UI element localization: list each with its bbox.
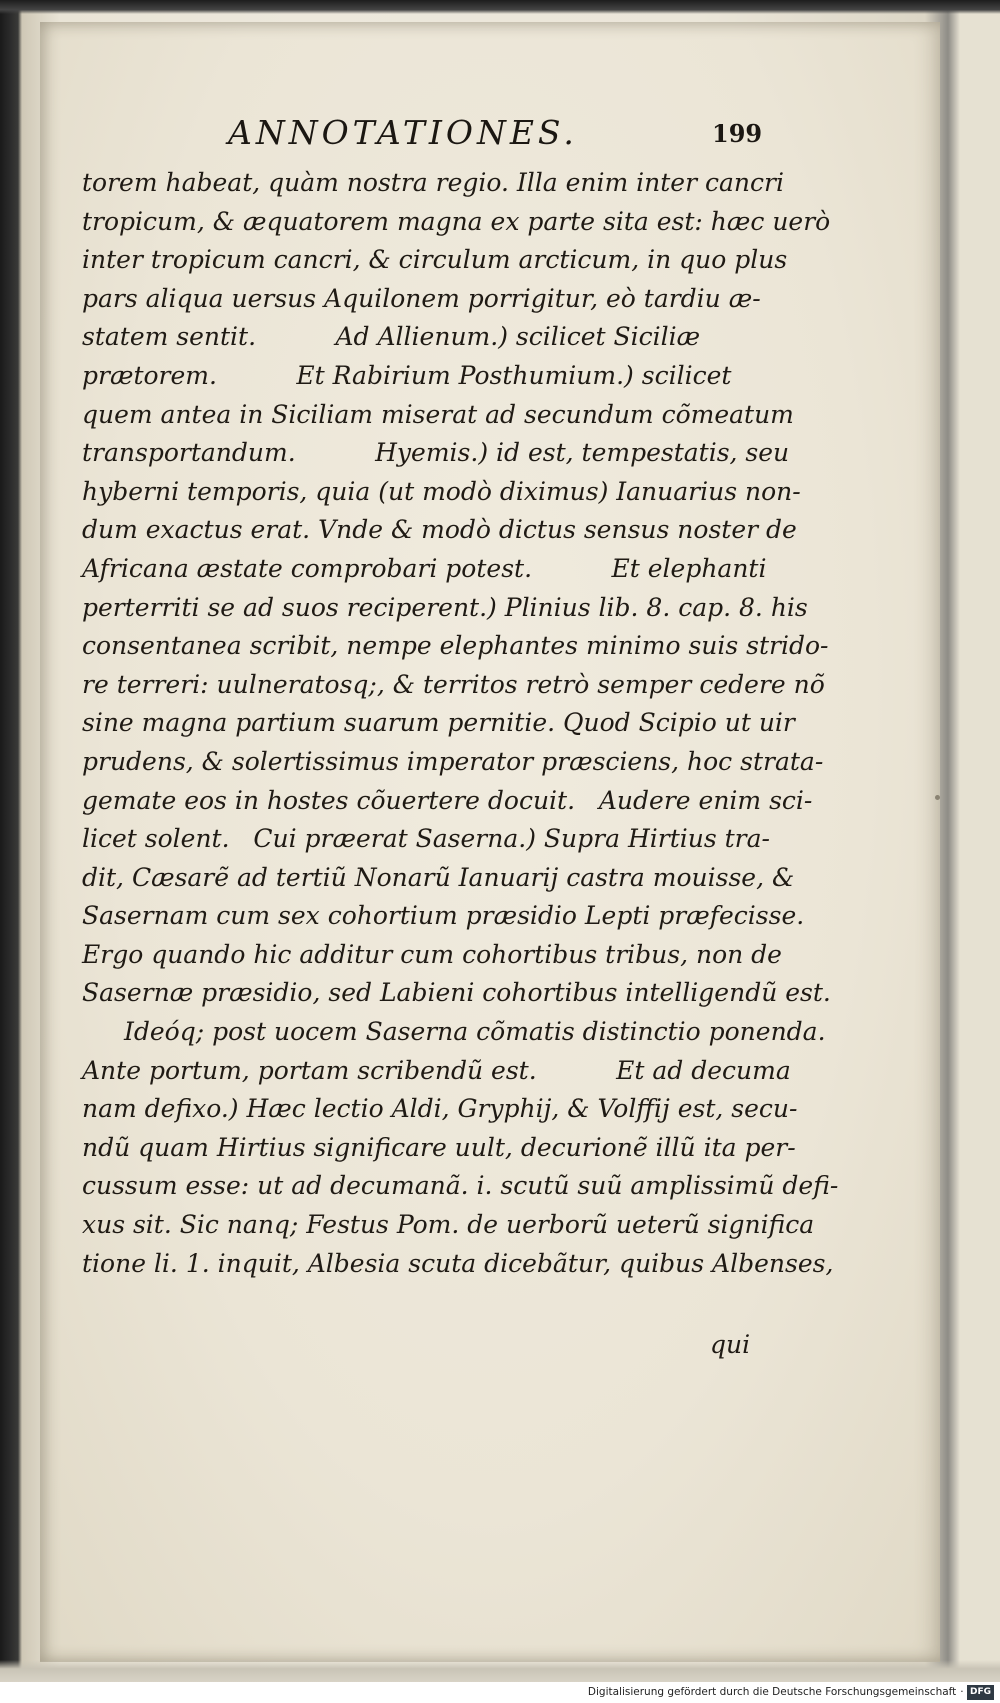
text-line: Sasernæ præsidio, sed Labieni cohortibus intelligendũ est.: [82, 978, 831, 1008]
credit-separator: ·: [960, 1686, 964, 1698]
credit-text: Digitalisierung gefördert durch die Deutsche Forschungsgemeinschaft: [587, 1686, 957, 1698]
text-line: dit, Cæsarẽ ad tertiũ Nonarũ Ianuarij castra mouisse, &: [82, 862, 795, 892]
text-line: nam defixo.) Hæc lectio Aldi, Gryphij, & Volffij est, secu-: [82, 1094, 798, 1124]
text-line: transportandum. Hyemis.) id est, tempestatis, seu: [82, 438, 790, 468]
text-line: inter tropicum cancri, & circulum arcticum, in quo plus: [82, 245, 788, 275]
text-line: xus sit. Sic nanq; Festus Pom. de uerborũ ueterũ significa: [82, 1210, 815, 1240]
text-line: quem antea in Siciliam miserat ad secundum cõmeatum: [82, 399, 794, 429]
text-line: Africana æstate comprobari potest. Et elephanti: [82, 553, 767, 583]
text-line: dum exactus erat. Vnde & modò dictus sensus noster de: [82, 515, 797, 545]
paper-blemish: [935, 795, 940, 800]
digitization-credit-bar: [0, 1682, 1000, 1703]
text-line: sine magna partium suarum pernitie. Quod Scipio ut uir: [82, 708, 795, 738]
text-line: perterriti se ad suos reciperent.) Plinius lib. 8. cap. 8. his: [82, 592, 808, 622]
text-body: [82, 164, 839, 1283]
text-line: prudens, & solertissimus imperator præsciens, hoc strata-: [82, 746, 824, 776]
text-line: cussum esse: ut ad decumanã. i. scutũ suũ amplissimũ defi-: [82, 1171, 839, 1201]
text-line: ndũ quam Hirtius significare uult, decurionẽ illũ ita per-: [82, 1132, 796, 1162]
catchword: qui: [710, 1330, 751, 1359]
text-line: tropicum, & æquatorem magna ex parte sita est: hæc uerò: [82, 206, 831, 236]
dfg-logo-icon: DFG: [967, 1685, 994, 1700]
text-line: statem sentit. Ad Allienum.) scilicet Siciliæ: [82, 322, 701, 352]
page-number: 199: [712, 119, 763, 148]
text-line: tione li. 1. inquit, Albesia scuta dicebãtur, quibus Albenses,: [82, 1248, 834, 1278]
text-line: Sasernam cum sex cohortium præsidio Lepti præfecisse.: [82, 901, 805, 931]
scan-bottom-edge: [0, 1660, 1000, 1682]
text-line: licet solent. Cui præerat Saserna.) Supra Hirtius tra-: [82, 824, 770, 854]
text-line: Ergo quando hic additur cum cohortibus tribus, non de: [82, 939, 782, 969]
text-line: Ante portum, portam scribendũ est. Et ad decuma: [82, 1055, 791, 1085]
text-line: consentanea scribit, nempe elephantes minimo suis strido-: [82, 631, 829, 661]
text-line: re terreri: uulneratosq;, & territos retrò semper cedere nõ: [82, 669, 825, 699]
text-line: torem habeat, quàm nostra regio. Illa enim inter cancri: [82, 168, 784, 197]
running-head: ANNOTATIONES.: [228, 113, 578, 152]
text-line: Ideóq; post uocem Saserna cõmatis distinctio ponenda.: [124, 1017, 826, 1047]
text-line: hyberni temporis, quia (ut modò diximus) Ianuarius non-: [82, 476, 801, 506]
text-line: pars aliqua uersus Aquilonem porrigitur, eò tardiu æ-: [82, 283, 761, 313]
text-line: gemate eos in hostes cõuertere docuit. Audere enim sci-: [82, 785, 813, 815]
scan-top-edge: [0, 0, 1000, 14]
text-line: prætorem. Et Rabirium Posthumium.) scilicet: [82, 360, 732, 390]
